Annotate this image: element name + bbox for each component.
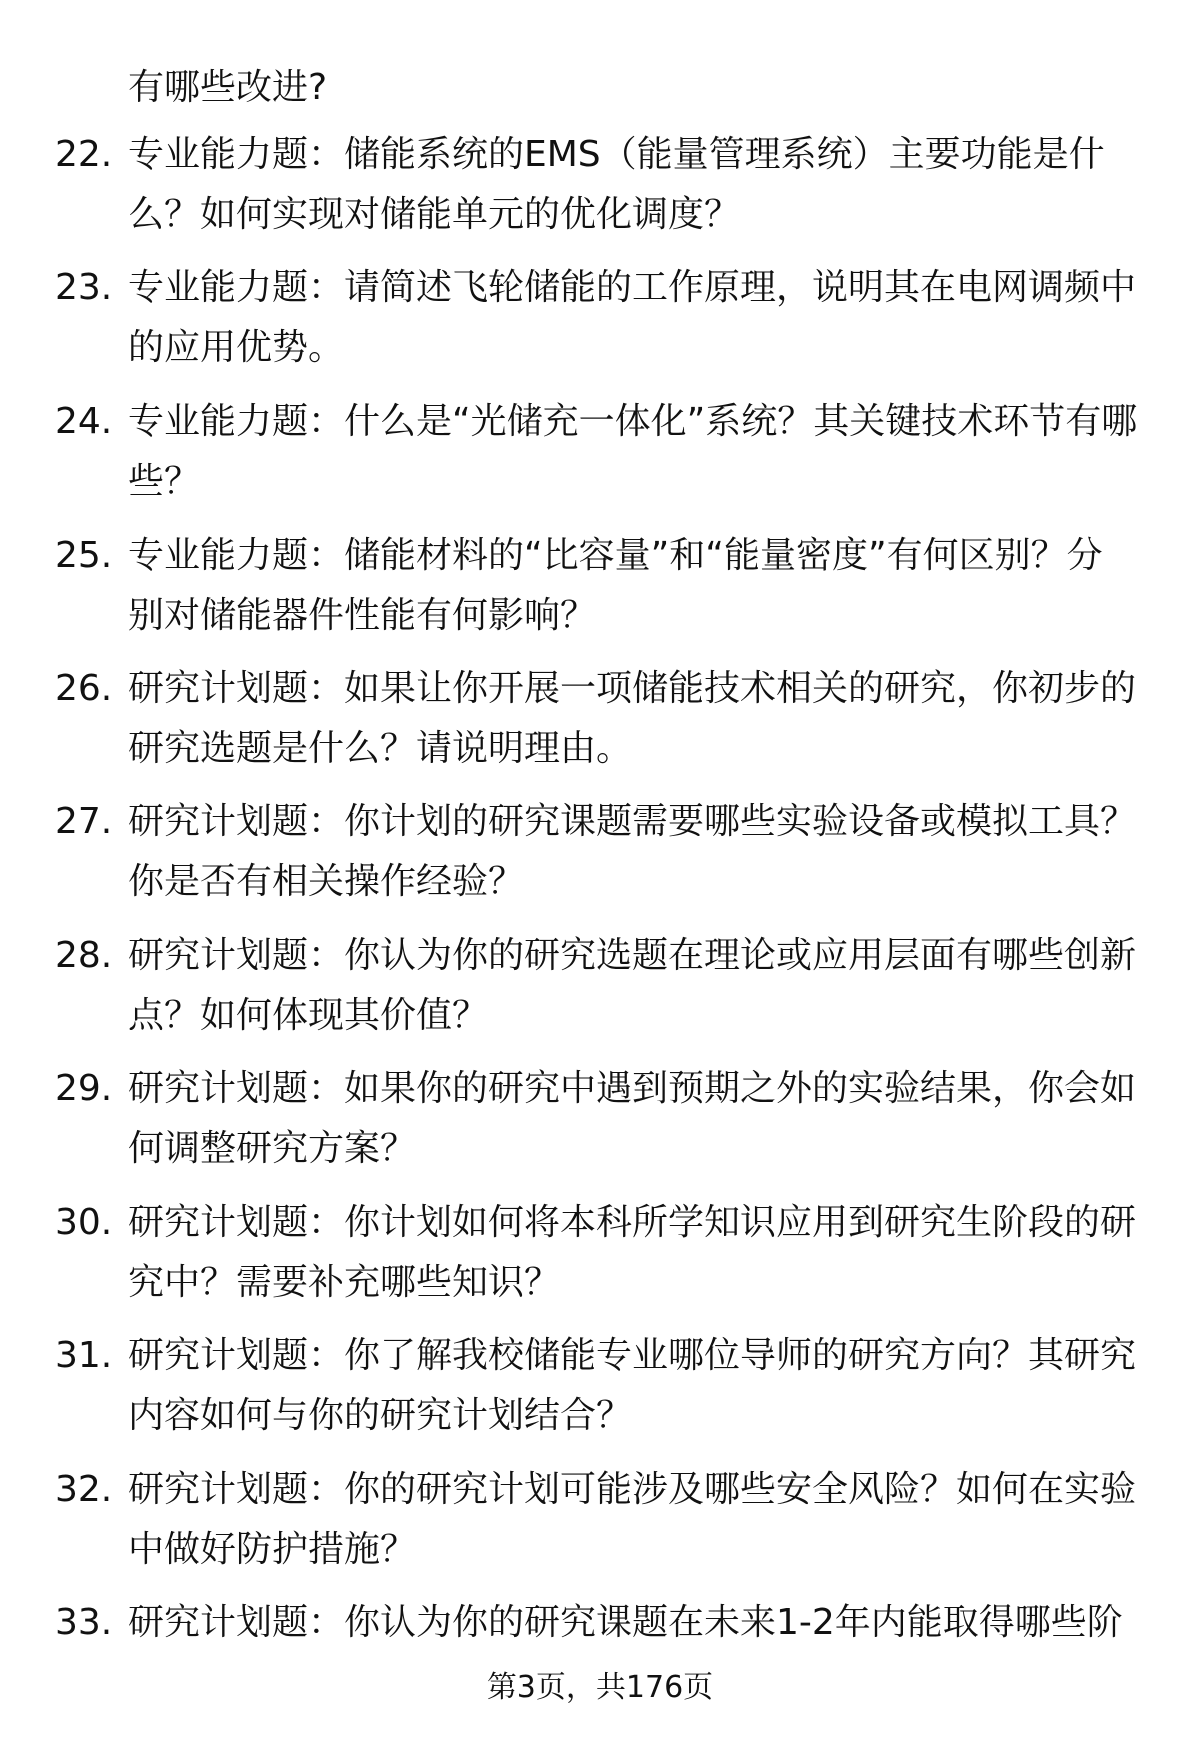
question-number: 30. xyxy=(55,1202,113,1243)
question-text: 研究计划题：你认为你的研究选题在理论或应用层面有哪些创新点？如何体现其价值？ xyxy=(128,935,1137,1036)
question-number: 27. xyxy=(55,801,113,842)
question-number: 32. xyxy=(55,1469,113,1510)
question-text: 研究计划题：如果让你开展一项储能技术相关的研究，你初步的研究选题是什么？请说明理由。 xyxy=(128,668,1137,769)
question-number: 26. xyxy=(55,668,113,709)
question-number: 25. xyxy=(55,535,113,576)
question-text: 专业能力题：储能材料的“比容量”和“能量密度”有何区别？分别对储能器件性能有何影响？ xyxy=(128,535,1103,636)
question-number: 31. xyxy=(55,1335,113,1376)
question-text: 研究计划题：你认为你的研究课题在未来1-2年内能取得哪些阶 xyxy=(128,1602,1123,1643)
question-number: 28. xyxy=(55,935,113,976)
question-number: 24. xyxy=(55,401,113,442)
question-number: 23. xyxy=(55,267,113,308)
question-text: 研究计划题：你了解我校储能专业哪位导师的研究方向？其研究内容如何与你的研究计划结合？ xyxy=(128,1335,1137,1436)
question-text: 研究计划题：你计划的研究课题需要哪些实验设备或模拟工具？你是否有相关操作经验？ xyxy=(128,801,1137,902)
question-number: 22. xyxy=(55,134,113,175)
question-text: 研究计划题：如果你的研究中遇到预期之外的实验结果，你会如何调整研究方案？ xyxy=(128,1068,1137,1169)
question-text: 研究计划题：你的研究计划可能涉及哪些安全风险？如何在实验中做好防护措施？ xyxy=(128,1469,1137,1570)
question-text: 专业能力题：什么是“光储充一体化”系统？其关键技术环节有哪些？ xyxy=(128,401,1138,502)
question-number: 29. xyxy=(55,1068,113,1109)
question-text: 研究计划题：你计划如何将本科所学知识应用到研究生阶段的研究中？需要补充哪些知识？ xyxy=(128,1202,1137,1303)
question-text: 专业能力题：储能系统的EMS（能量管理系统）主要功能是什么？如何实现对储能单元的优化调度？ xyxy=(128,134,1105,235)
page-number-footer: 第3页，共176页 xyxy=(486,1670,714,1705)
continued-question-text: 有哪些改进? xyxy=(128,67,328,108)
question-text: 专业能力题：请简述飞轮储能的工作原理，说明其在电网调频中的应用优势。 xyxy=(128,267,1137,368)
question-number: 33. xyxy=(55,1602,113,1643)
